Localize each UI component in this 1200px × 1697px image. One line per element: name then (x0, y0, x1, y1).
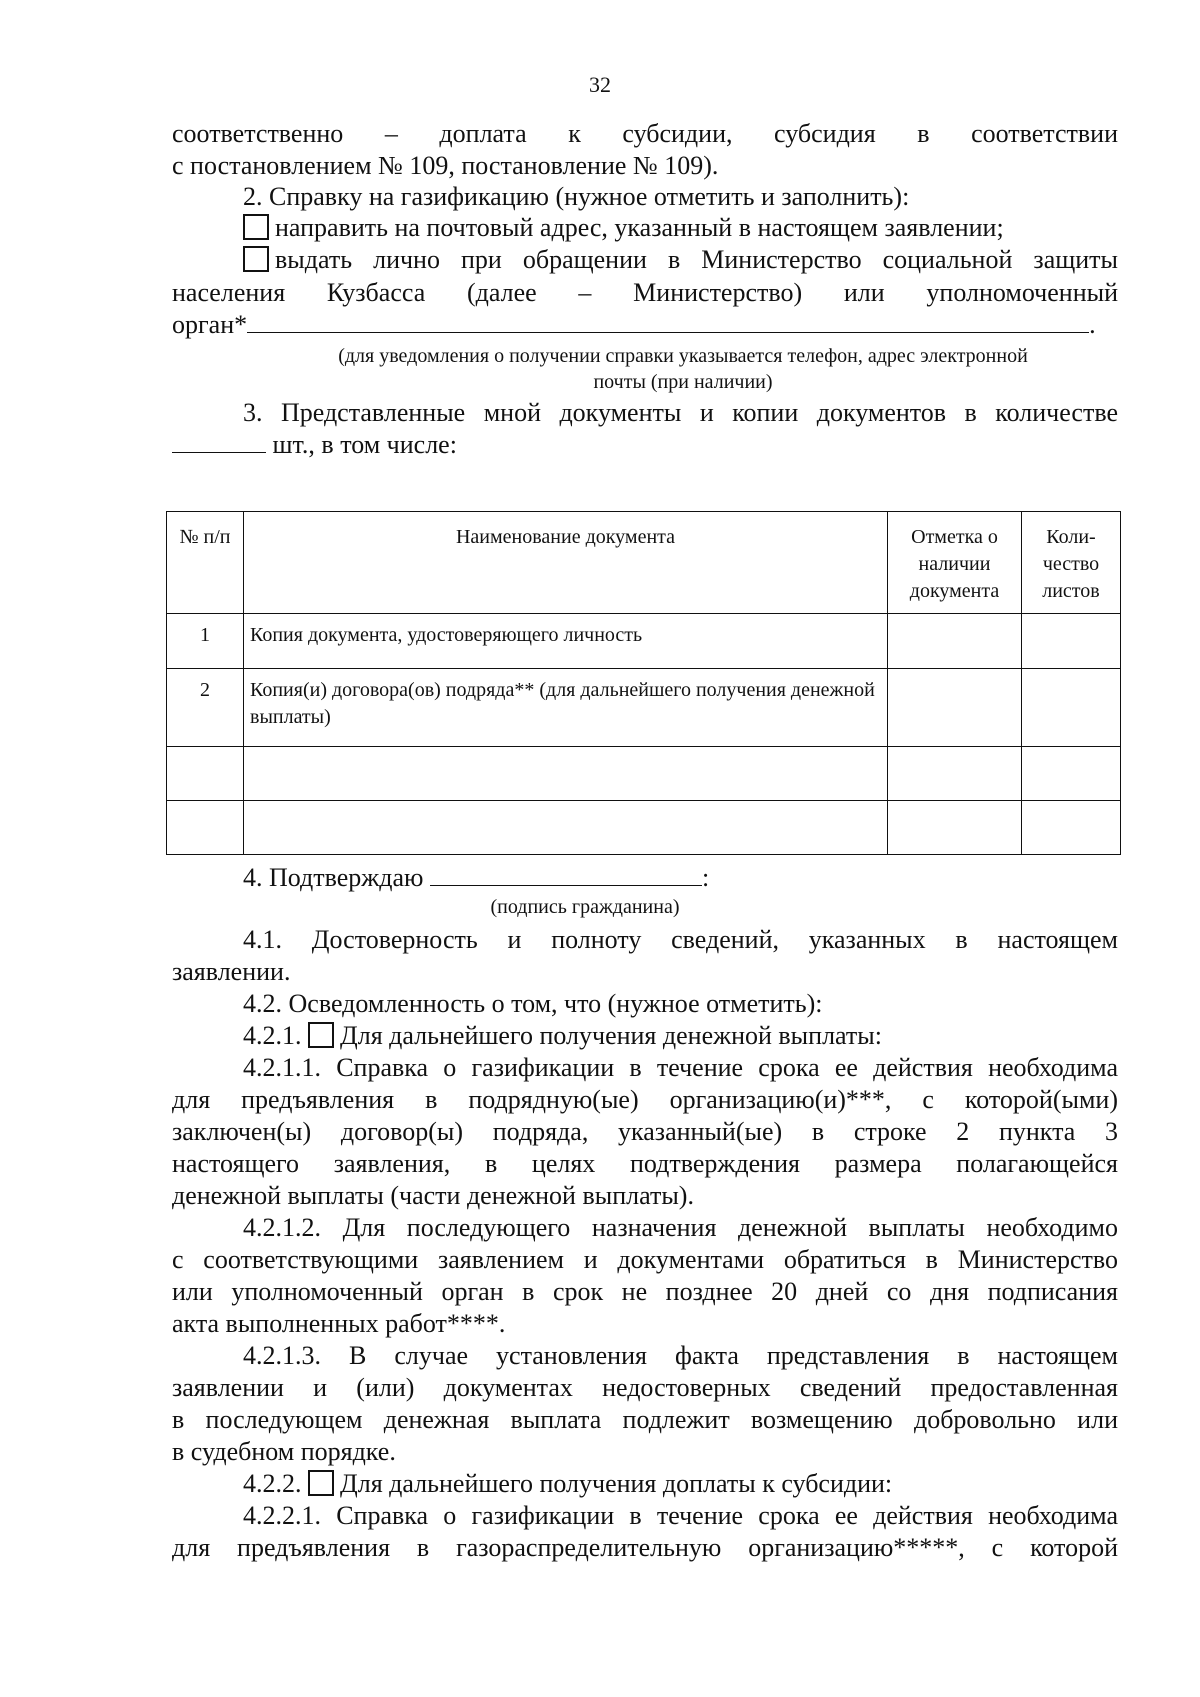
section-2-heading: 2. Справку на газификацию (нужное отметить и заполнить): (243, 182, 910, 211)
table-row-empty (167, 747, 1121, 801)
organ-label: орган* (172, 310, 248, 339)
quantity-field[interactable] (172, 430, 266, 453)
documents-table (166, 511, 1121, 855)
text-line: или уполномоченный орган в срок не позднее 20 дней со дня подписания (172, 1277, 1118, 1306)
field-note: (для уведомления о получении справки указывается телефон, адрес электронной (338, 345, 1028, 367)
option-in-person (243, 244, 1118, 276)
row-count-cell[interactable] (1022, 614, 1121, 669)
colon: : (701, 863, 710, 892)
table-row (167, 669, 1121, 747)
organ-field[interactable] (247, 310, 1089, 333)
row-num-cell[interactable] (167, 747, 244, 801)
option-4-2-2-label: Для дальнейшего получения доплаты к субсидии: (340, 1469, 893, 1498)
signature-note: (подпись гражданина) (490, 896, 680, 918)
row-mark-cell[interactable] (888, 669, 1022, 747)
row-num: 2 (167, 669, 244, 747)
text-line: для предъявления в газораспределительную организацию*****, с которой (172, 1533, 1118, 1562)
quantity-label: шт., в том числе: (272, 430, 457, 459)
confirm-label: 4. Подтверждаю (243, 863, 424, 892)
text-line: с постановлением № 109, постановление № 109). (172, 151, 719, 180)
text-line: в судебном порядке. (172, 1437, 396, 1466)
row-name-cell[interactable] (244, 801, 888, 855)
checkbox-4-2-2[interactable] (308, 1470, 334, 1496)
text-line: 4.1. Достоверность и полноту сведений, указанных в настоящем (243, 925, 1118, 954)
text-line: настоящего заявления, в целях подтверждения размера полагающейся (172, 1149, 1118, 1178)
text-line: заключен(ы) договор(ы) подряда, указанный(ые) в строке 2 пункта 3 (172, 1117, 1118, 1146)
row-name-cell[interactable] (244, 747, 888, 801)
row-count-cell[interactable] (1022, 747, 1121, 801)
text-line: денежной выплаты (части денежной выплаты). (172, 1181, 694, 1210)
text-line: соответственно – доплата к субсидии, субсидия в соответствии (172, 119, 1118, 148)
row-mark-cell[interactable] (888, 801, 1022, 855)
text-line: 4.2. Осведомленность о том, что (нужное отметить): (243, 989, 823, 1018)
row-mark-cell[interactable] (888, 614, 1022, 669)
checkbox-mail[interactable] (243, 214, 269, 240)
text-line: 4.2.1.2. Для последующего назначения денежной выплаты необходимо (243, 1213, 1118, 1242)
option-in-person-label: выдать лично при обращении в Министерство социальной защиты (275, 245, 1118, 274)
quantity-line (172, 429, 1118, 461)
text-line: 4.2.2.1. Справка о газификации в течение срока ее действия необходима (243, 1501, 1118, 1530)
organ-field-line (172, 309, 1118, 341)
table-row-empty (167, 801, 1121, 855)
text-line: в последующем денежная выплата подлежит возмещению добровольно или (172, 1405, 1118, 1434)
text-line: 4.2.1.3. В случае установления факта представления в настоящем (243, 1341, 1118, 1370)
confirm-line (243, 862, 1118, 894)
header-num: № п/п (167, 512, 244, 614)
text-line: с соответствующими заявлением и документами обратиться в Министерство (172, 1245, 1118, 1274)
option-4-2-2-num: 4.2.2. (243, 1469, 302, 1498)
field-note: почты (при наличии) (593, 371, 773, 393)
option-4-2-2 (243, 1468, 1118, 1500)
option-mail-label: направить на почтовый адрес, указанный в настоящем заявлении; (275, 213, 1004, 242)
table-row (167, 614, 1121, 669)
checkbox-4-2-1[interactable] (308, 1022, 334, 1048)
row-num-cell[interactable] (167, 801, 244, 855)
row-name: Копия документа, удостоверяющего личность (244, 614, 888, 669)
header-name: Наименование документа (244, 512, 888, 614)
period: . (1089, 310, 1096, 339)
page-number: 32 (589, 72, 611, 97)
text-line: заявлении. (172, 957, 291, 986)
table-header-row (167, 512, 1121, 614)
row-name: Копия(и) договора(ов) подряда** (для дальнейшего получения денежной выплаты) (244, 669, 888, 747)
signature-field[interactable] (430, 863, 702, 886)
text-line: для предъявления в подрядную(ые) организацию(и)***, с которой(ыми) (172, 1085, 1118, 1114)
row-count-cell[interactable] (1022, 669, 1121, 747)
text-line: населения Кузбасса (далее – Министерство) или уполномоченный (172, 278, 1118, 307)
checkbox-in-person[interactable] (243, 246, 269, 272)
option-4-2-1-label: Для дальнейшего получения денежной выплаты: (340, 1021, 882, 1050)
option-mail (243, 212, 1118, 244)
header-count: Коли-чество листов (1022, 512, 1121, 614)
text-line: 4.2.1.1. Справка о газификации в течение срока ее действия необходима (243, 1053, 1118, 1082)
option-4-2-1-num: 4.2.1. (243, 1021, 302, 1050)
header-mark: Отметка о наличии документа (888, 512, 1022, 614)
row-count-cell[interactable] (1022, 801, 1121, 855)
text-line: заявлении и (или) документах недостоверных сведений предоставленная (172, 1373, 1118, 1402)
row-mark-cell[interactable] (888, 747, 1022, 801)
option-4-2-1 (243, 1020, 1118, 1052)
section-3-heading: 3. Представленные мной документы и копии документов в количестве (243, 398, 1118, 427)
row-num: 1 (167, 614, 244, 669)
text-line: акта выполненных работ****. (172, 1309, 506, 1338)
